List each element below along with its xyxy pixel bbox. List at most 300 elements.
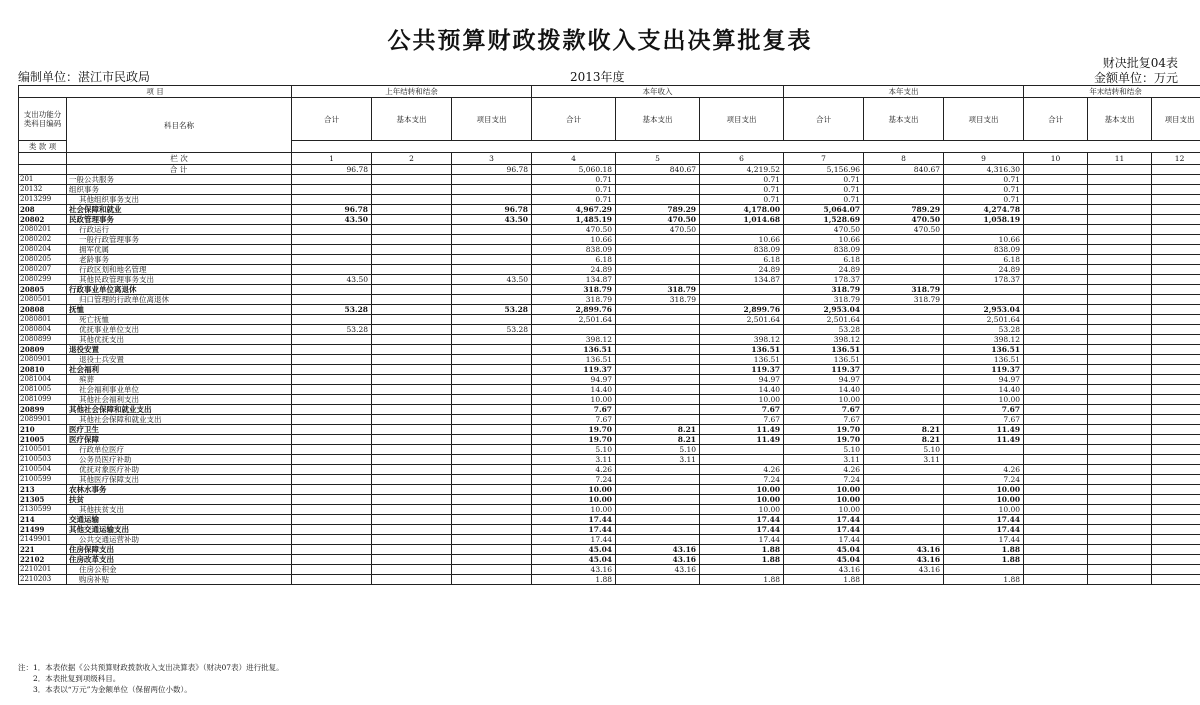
amount-cell [372,165,452,175]
amount-cell: 838.09 [944,245,1024,255]
amount-cell [944,225,1024,235]
amount-cell [292,195,372,205]
amount-cell: 10.00 [944,485,1024,495]
amount-cell [452,395,532,405]
amount-cell: 11.49 [700,435,784,445]
amount-cell: 10.00 [944,495,1024,505]
amount-cell [944,445,1024,455]
func-code-cell: 22102 [19,555,67,565]
amount-cell: 10.00 [784,395,864,405]
amount-cell [292,235,372,245]
func-code-cell: 2089901 [19,415,67,425]
amount-cell [1024,565,1088,575]
table-row [19,415,1200,425]
amount-cell [1024,525,1088,535]
amount-cell [452,475,532,485]
amount-cell [1088,295,1152,305]
table-row [19,295,1200,305]
amount-cell [1152,485,1200,495]
amount-cell: 24.89 [944,265,1024,275]
subject-name-cell: 公务员医疗补助 [67,455,292,465]
amount-cell [292,255,372,265]
amount-cell [292,415,372,425]
table-row [19,435,1200,445]
amount-cell [864,355,944,365]
amount-cell [1088,425,1152,435]
subject-name-header: 科目名称 [67,98,292,153]
amount-cell: 17.44 [532,535,616,545]
amount-cell [452,345,532,355]
amount-cell [864,335,944,345]
g2-total-header: 合计 [532,98,616,141]
amount-cell [1152,195,1200,205]
amount-cell: 1,058.19 [944,215,1024,225]
amount-cell: 2,899.76 [700,305,784,315]
org-label: 编制单位：湛江市民政局 [18,70,151,84]
amount-cell [1152,275,1200,285]
amount-cell: 838.09 [700,245,784,255]
amount-cell [452,555,532,565]
amount-cell: 318.79 [616,285,700,295]
amount-cell [1024,485,1088,495]
amount-cell [1152,505,1200,515]
amount-cell: 14.40 [784,385,864,395]
amount-cell [1152,525,1200,535]
class-label-header: 类 款 项 [19,141,67,153]
col-num: 5 [616,153,700,165]
amount-cell: 4.26 [784,465,864,475]
subject-name-cell: 住房保障支出 [67,545,292,555]
amount-cell [452,335,532,345]
table-row [19,245,1200,255]
amount-cell [1152,445,1200,455]
note-line: 3．本表以“万元”为金额单位（保留两位小数）。 [18,685,192,694]
amount-cell: 2,501.64 [784,315,864,325]
amount-cell [1088,195,1152,205]
amount-cell [292,345,372,355]
table-row [19,455,1200,465]
amount-cell: 96.78 [452,165,532,175]
note-line: 注：1．本表依据《公共预算财政拨款收入支出决算表》（财决07表）进行批复。 [18,663,284,672]
table-row [19,495,1200,505]
amount-cell [452,415,532,425]
amount-cell [372,535,452,545]
amount-cell: 318.79 [784,295,864,305]
amount-cell: 318.79 [532,285,616,295]
amount-cell: 10.00 [700,485,784,495]
amount-cell: 10.00 [700,395,784,405]
func-code-header: 支出功能分类科目编码 [19,98,67,141]
amount-cell [1088,205,1152,215]
amount-cell [292,315,372,325]
amount-cell [452,545,532,555]
amount-cell: 136.51 [700,355,784,365]
amount-cell: 1.88 [532,575,616,585]
amount-cell: 10.00 [944,505,1024,515]
amount-cell: 318.79 [784,285,864,295]
lanci-code-cell [19,153,67,165]
amount-cell: 43.16 [616,555,700,565]
amount-cell: 53.28 [944,325,1024,335]
amount-cell [1152,455,1200,465]
amount-cell: 1.88 [944,575,1024,585]
amount-cell [944,455,1024,465]
amount-cell [372,195,452,205]
amount-cell [1024,185,1088,195]
amount-cell [292,395,372,405]
func-code-cell: 2080207 [19,265,67,275]
amount-cell [1152,215,1200,225]
amount-cell [1152,255,1200,265]
amount-cell [1024,275,1088,285]
amount-cell: 17.44 [944,535,1024,545]
amount-cell [372,325,452,335]
group3-header: 本年支出 [784,86,1024,98]
func-code-cell: 2080201 [19,225,67,235]
amount-cell [864,515,944,525]
amount-cell [616,245,700,255]
amount-cell [1152,325,1200,335]
amount-cell [292,365,372,375]
amount-cell [1088,485,1152,495]
amount-cell: 136.51 [944,345,1024,355]
amount-cell [864,195,944,205]
amount-cell: 10.00 [700,495,784,505]
amount-cell [372,275,452,285]
amount-cell: 94.97 [532,375,616,385]
amount-cell [1024,435,1088,445]
amount-cell [372,315,452,325]
amount-cell: 134.87 [532,275,616,285]
table-row [19,355,1200,365]
g4-project-header: 项目支出 [1152,98,1200,141]
amount-cell [1024,575,1088,585]
amount-cell [616,575,700,585]
amount-cell [616,325,700,335]
amount-cell [616,495,700,505]
amount-cell: 19.70 [532,425,616,435]
amount-cell: 7.67 [944,415,1024,425]
func-code-cell: 2080801 [19,315,67,325]
amount-cell: 4,219.52 [700,165,784,175]
amount-cell [1088,315,1152,325]
table-row [19,535,1200,545]
col-num: 6 [700,153,784,165]
table-row [19,575,1200,585]
amount-cell [616,185,700,195]
amount-cell [1152,265,1200,275]
amount-cell [864,235,944,245]
amount-cell [1024,345,1088,355]
amount-cell: 10.00 [532,485,616,495]
g1-project-header: 项目支出 [452,98,532,141]
table-row [19,565,1200,575]
amount-cell: 11.49 [944,435,1024,445]
amount-cell [864,525,944,535]
amount-cell: 0.71 [784,185,864,195]
amount-cell [1152,435,1200,445]
amount-cell: 136.51 [784,355,864,365]
amount-cell [452,445,532,455]
amount-cell [616,345,700,355]
func-code-cell: 2080204 [19,245,67,255]
amount-cell [1024,555,1088,565]
amount-cell: 318.79 [532,295,616,305]
amount-cell [372,265,452,275]
amount-cell [1088,555,1152,565]
subject-name-cell: 扶贫 [67,495,292,505]
amount-cell: 4.26 [944,465,1024,475]
table-row [19,555,1200,565]
amount-cell: 5.10 [616,445,700,455]
amount-cell [1024,515,1088,525]
table-row [19,275,1200,285]
amount-cell [1152,495,1200,505]
amount-cell: 3.11 [784,455,864,465]
amount-cell [452,265,532,275]
subject-name-cell: 民政管理事务 [67,215,292,225]
amount-cell [372,365,452,375]
amount-cell [452,235,532,245]
g3-total-header: 合计 [784,98,864,141]
amount-cell: 0.71 [944,175,1024,185]
amount-cell: 17.44 [784,535,864,545]
unit-label: 金额单位：万元 [1093,71,1178,85]
amount-cell [1152,365,1200,375]
amount-cell [1088,325,1152,335]
amount-cell [616,415,700,425]
amount-cell: 1,014.68 [700,215,784,225]
subject-name-cell: 老龄事务 [67,255,292,265]
amount-cell [864,275,944,285]
amount-cell [292,465,372,475]
amount-cell [1024,335,1088,345]
col-num: 4 [532,153,616,165]
g3-basic-header: 基本支出 [864,98,944,141]
amount-cell [864,575,944,585]
amount-cell [452,195,532,205]
amount-cell [616,405,700,415]
amount-cell: 1.88 [784,575,864,585]
amount-cell: 4.26 [700,465,784,475]
table-row [19,485,1200,495]
amount-cell [292,405,372,415]
amount-cell [452,365,532,375]
amount-cell [1024,315,1088,325]
amount-cell: 1.88 [944,555,1024,565]
amount-cell [1024,545,1088,555]
amount-cell [864,315,944,325]
subject-name-cell: 其他扶贫支出 [67,505,292,515]
amount-cell [452,315,532,325]
amount-cell: 4,274.78 [944,205,1024,215]
amount-cell [1088,275,1152,285]
amount-cell [1088,355,1152,365]
table-row [19,265,1200,275]
amount-cell [1088,185,1152,195]
subject-name-cell: 合 计 [67,165,292,175]
amount-cell [1152,345,1200,355]
func-code-cell: 2210201 [19,565,67,575]
subject-name-cell: 住房公积金 [67,565,292,575]
amount-cell [1152,245,1200,255]
amount-cell: 17.44 [700,515,784,525]
amount-cell: 840.67 [616,165,700,175]
amount-cell: 10.00 [784,485,864,495]
amount-cell [1088,515,1152,525]
table-row [19,175,1200,185]
amount-cell [292,535,372,545]
amount-cell [1152,185,1200,195]
amount-cell: 11.49 [700,425,784,435]
amount-cell [1088,545,1152,555]
amount-cell: 10.00 [700,505,784,515]
amount-cell: 7.67 [700,415,784,425]
amount-cell [372,245,452,255]
amount-cell [616,265,700,275]
amount-cell: 43.16 [532,565,616,575]
amount-cell: 3.11 [864,455,944,465]
amount-cell [1088,575,1152,585]
g4-basic-header: 基本支出 [1088,98,1152,141]
subject-name-cell: 抚恤 [67,305,292,315]
col-num: 10 [1024,153,1088,165]
amount-cell: 7.24 [532,475,616,485]
amount-cell [1088,455,1152,465]
amount-cell: 2,953.04 [944,305,1024,315]
amount-cell [1088,395,1152,405]
amount-cell [372,415,452,425]
amount-cell [292,575,372,585]
amount-cell [1024,375,1088,385]
subject-name-cell: 优抚事业单位支出 [67,325,292,335]
amount-cell: 1.88 [944,545,1024,555]
amount-cell [372,465,452,475]
form-code: 财决批复04表 [1102,56,1178,70]
subject-name-cell: 其他社会保障和就业支出 [67,405,292,415]
amount-cell: 0.71 [532,195,616,205]
amount-cell [1152,225,1200,235]
amount-cell [372,395,452,405]
func-code-cell: 213 [19,485,67,495]
amount-cell: 94.97 [700,375,784,385]
amount-cell [372,385,452,395]
amount-cell [452,295,532,305]
func-code-cell: 2100503 [19,455,67,465]
amount-cell [292,485,372,495]
subject-name-cell: 优抚对象医疗补助 [67,465,292,475]
table-row [19,425,1200,435]
subject-name-cell: 其他医疗保障支出 [67,475,292,485]
amount-cell: 789.29 [864,205,944,215]
amount-cell [1152,415,1200,425]
amount-cell: 96.78 [452,205,532,215]
func-code-cell: 2100504 [19,465,67,475]
amount-cell: 789.29 [616,205,700,215]
amount-cell: 1.88 [700,545,784,555]
amount-cell: 0.71 [784,175,864,185]
amount-cell: 398.12 [944,335,1024,345]
amount-cell [372,525,452,535]
func-code-cell: 2080501 [19,295,67,305]
amount-cell: 45.04 [784,545,864,555]
amount-cell [1152,465,1200,475]
func-code-cell: 20809 [19,345,67,355]
func-code-cell: 20899 [19,405,67,415]
amount-cell [864,405,944,415]
amount-cell: 5.10 [532,445,616,455]
amount-cell: 96.78 [292,205,372,215]
amount-cell: 8.21 [864,435,944,445]
amount-cell [1024,455,1088,465]
amount-cell [944,565,1024,575]
table-row [19,405,1200,415]
amount-cell [1024,235,1088,245]
amount-cell [372,405,452,415]
amount-cell [864,245,944,255]
amount-cell [700,225,784,235]
amount-cell [1088,175,1152,185]
amount-cell [1024,415,1088,425]
amount-cell [1152,545,1200,555]
amount-cell [292,455,372,465]
amount-cell [616,475,700,485]
func-code-cell: 21305 [19,495,67,505]
func-code-cell: 2080299 [19,275,67,285]
amount-cell: 10.00 [532,495,616,505]
amount-cell [616,175,700,185]
amount-cell [372,375,452,385]
amount-cell [1152,575,1200,585]
amount-cell: 2,501.64 [532,315,616,325]
func-code-cell: 21005 [19,435,67,445]
note-line: 2．本表批复到项级科目。 [18,674,121,683]
amount-cell: 398.12 [532,335,616,345]
amount-cell [292,425,372,435]
amount-cell [1088,385,1152,395]
table-row [19,375,1200,385]
subject-name-cell: 公共交通运营补助 [67,535,292,545]
amount-cell [372,565,452,575]
amount-cell [1152,295,1200,305]
amount-cell: 119.37 [700,365,784,375]
amount-cell: 1,528.69 [784,215,864,225]
amount-cell [616,395,700,405]
amount-cell [1024,495,1088,505]
amount-cell [1024,465,1088,475]
func-code-cell: 214 [19,515,67,525]
amount-cell: 10.00 [532,395,616,405]
amount-cell: 0.71 [532,175,616,185]
amount-cell [292,265,372,275]
amount-cell: 4,967.29 [532,205,616,215]
amount-cell: 318.79 [864,295,944,305]
amount-cell: 318.79 [616,295,700,305]
amount-cell [1152,205,1200,215]
table-row [19,345,1200,355]
amount-cell: 2,501.64 [944,315,1024,325]
col-num: 8 [864,153,944,165]
amount-cell [864,345,944,355]
amount-cell [1088,375,1152,385]
amount-cell [452,245,532,255]
amount-cell [372,255,452,265]
table-row [19,545,1200,555]
subject-name-cell: 行政运行 [67,225,292,235]
amount-cell: 17.44 [784,515,864,525]
amount-cell [864,185,944,195]
amount-cell [292,495,372,505]
